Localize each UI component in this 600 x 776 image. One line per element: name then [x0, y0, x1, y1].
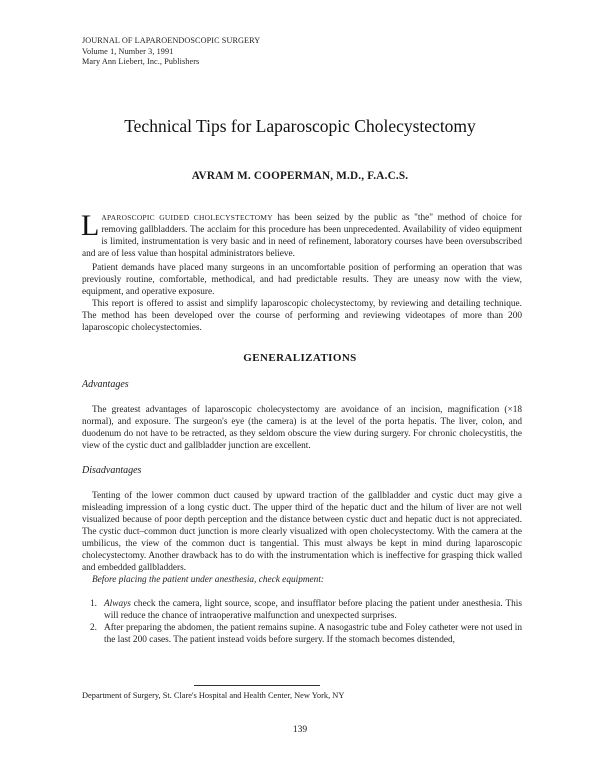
page-number: 139 — [292, 725, 308, 735]
disadvantages-paragraph: Tenting of the lower common duct caused by upward traction of the gallbladder and cystic duct may give a misleading impression of a long cystic duct. The upper third of the hepatic duct and the hilum of liver are not well visualized because of poor depth perception and the distance between cystic duct and hepatic duct is not appreciated. The cystic duct–common duct junction is more clearly visualized with open cholecystectomy. With the camera at the umbilicus, the view of the common duct is tangential. This must always be kept in mind during laparoscopic cholecystectomy. Another drawback has to do with the instrumentation which is ineffective for grasping thick walled and embedded gallbladders. — [82, 491, 522, 573]
journal-name: JOURNAL OF LAPAROENDOSCOPIC SURGERY — [82, 36, 261, 45]
step-text: After preparing the abdomen, the patient remains supine. A nasogastric tube and Foley catheter were not used in the last 200 cases. The patient instead voids before surgery. If the stomach becomes distended, — [104, 623, 522, 645]
section-heading-generalizations: GENERALIZATIONS — [243, 352, 357, 364]
subheading-advantages: Advantages — [82, 379, 129, 390]
advantages-paragraph: The greatest advantages of laparoscopic cholecystectomy are avoidance of an incision, magnification (×18 normal), and exposure. The surgeon's eye (the camera) is at the level of the porta hepatis. The liver, colon, and duodenum do not have to be retracted, as they seldom obscure the view during surgery. For chronic cholecystitis, the view of the cystic duct and gallbladder junction are excellent. — [82, 405, 522, 451]
step-item — [90, 622, 522, 646]
intro-paragraph-2: Patient demands have placed many surgeons in an uncomfortable position of performing an operation that was previously routine, comfortable, methodical, and had predictable results. They are uneasy now with the view, equipment, and operative exposure. — [82, 263, 522, 297]
step-item — [90, 598, 522, 622]
step-number: 1. — [90, 599, 97, 609]
step-text: check the camera, light source, scope, and insufflator before placing the patient under anesthesia. This will reduce the chance of intraoperative malfunction and unexpected surprises. — [104, 599, 522, 621]
step-number: 2. — [90, 623, 97, 633]
article-title: Technical Tips for Laparoscopic Cholecystectomy — [124, 116, 476, 136]
intro-paragraph-1 — [81, 209, 522, 260]
intro-p1-text: has been seized by the public as "the" method of choice for removing gallbladders. The acclaim for this procedure has been unprecedented. Availability of video equipment is limited, instrumentation is very basic and in need of refinement, laboratory courses have been oversubscribed and are of less value than hospital administrators believe. — [82, 213, 522, 259]
intro-lead: APAROSCOPIC GUIDED CHOLECYSTECTOMY — [101, 213, 273, 222]
subheading-disadvantages: Disadvantages — [82, 465, 142, 476]
steps-list — [90, 598, 522, 646]
journal-volume: Volume 1, Number 3, 1991 — [82, 46, 174, 56]
intro-paragraph-3: This report is offered to assist and simplify laparoscopic cholecystectomy, by reviewing and detailing technique. The method has been developed over the course of performing and reviewing videotapes of more than 200 laparoscopic cholecystectomies. — [82, 299, 522, 333]
footnote-divider — [194, 685, 320, 686]
step-emphasis: Always — [104, 599, 131, 609]
author-affiliation: Department of Surgery, St. Clare's Hospital and Health Center, New York, NY — [82, 691, 345, 700]
journal-publisher: Mary Ann Liebert, Inc., Publishers — [82, 57, 200, 66]
drop-cap: L — [81, 209, 100, 242]
article-author: AVRAM M. COOPERMAN, M.D., F.A.C.S. — [191, 170, 409, 182]
equipment-check-intro: Before placing the patient under anesthesia, check equipment: — [92, 575, 325, 585]
journal-header — [82, 36, 260, 68]
